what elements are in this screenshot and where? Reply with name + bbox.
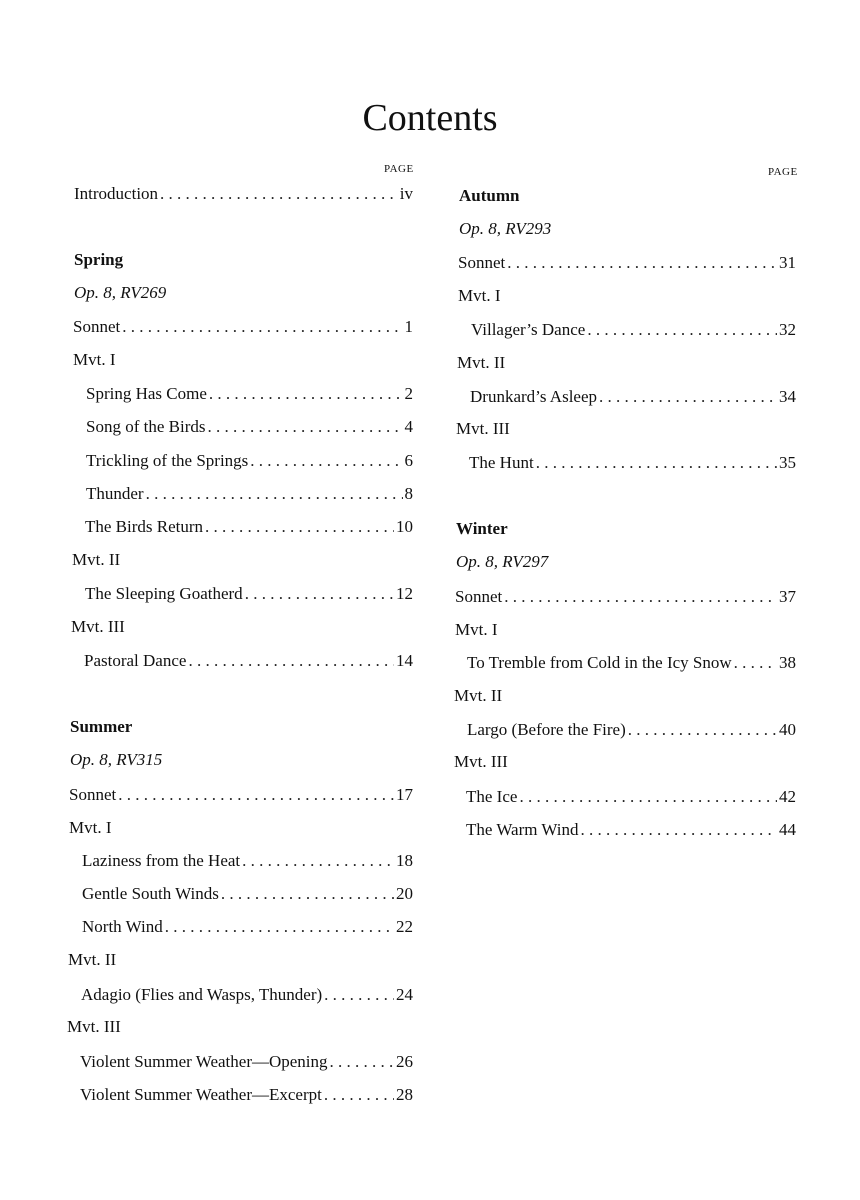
entry-title: Spring Has Come <box>86 384 207 403</box>
contents-column-right <box>454 0 796 1200</box>
toc-entry[interactable] <box>467 718 796 742</box>
entry-page: 35 <box>779 453 796 472</box>
opus-number-summer: Op. 8, RV315 <box>70 750 163 769</box>
toc-entry[interactable] <box>82 849 413 873</box>
movement-heading-spring-2: Mvt. II <box>72 550 121 569</box>
movement-heading-spring-1: Mvt. I <box>73 350 116 369</box>
entry-title: To Tremble from Cold in the Icy Snow <box>467 653 732 672</box>
movement-heading-winter-3: Mvt. III <box>454 752 508 771</box>
entry-page: 20 <box>396 884 413 903</box>
movement-heading-summer-2: Mvt. II <box>68 950 117 969</box>
movement-heading-autumn-1: Mvt. I <box>458 286 501 305</box>
opus-number-winter: Op. 8, RV297 <box>456 552 549 571</box>
entry-page: 32 <box>779 320 796 339</box>
entry-title: Adagio (Flies and Wasps, Thunder) <box>81 985 323 1004</box>
entry-title: The Ice <box>466 787 518 806</box>
dot-leader <box>536 451 777 475</box>
toc-entry[interactable] <box>466 818 796 842</box>
dot-leader <box>504 585 777 609</box>
toc-entry[interactable] <box>82 882 413 906</box>
dot-leader <box>330 1050 394 1074</box>
dot-leader <box>122 315 402 339</box>
entry-title: Sonnet <box>458 253 506 272</box>
dot-leader <box>599 385 777 409</box>
entry-title: The Birds Return <box>85 517 204 536</box>
dot-leader <box>587 318 777 342</box>
entry-page: 31 <box>779 253 796 272</box>
toc-entry-autumn-sonnet[interactable] <box>458 251 796 275</box>
toc-entry[interactable] <box>471 318 796 342</box>
dot-leader <box>250 449 402 473</box>
section-heading-summer: Summer <box>70 717 133 736</box>
toc-entry[interactable] <box>84 649 413 673</box>
entry-title: The Sleeping Goatherd <box>85 584 243 603</box>
entry-title: Laziness from the Heat <box>82 851 241 870</box>
entry-title: Pastoral Dance <box>84 651 187 670</box>
entry-page: 28 <box>396 1085 413 1104</box>
entry-page: 38 <box>779 653 796 672</box>
toc-entry-summer-sonnet[interactable] <box>69 783 413 807</box>
dot-leader <box>507 251 777 275</box>
entry-title: The Hunt <box>469 453 534 472</box>
entry-page: 2 <box>404 384 413 403</box>
entry-page: 40 <box>779 720 796 739</box>
entry-page: 6 <box>404 451 413 470</box>
entry-page: iv <box>399 184 413 203</box>
entry-title: Villager’s Dance <box>471 320 586 339</box>
dot-leader <box>324 983 394 1007</box>
toc-entry[interactable] <box>469 451 796 475</box>
entry-page: 18 <box>396 851 413 870</box>
dot-leader <box>160 182 398 206</box>
dot-leader <box>581 818 777 842</box>
toc-entry[interactable] <box>467 651 796 675</box>
opus-number-autumn: Op. 8, RV293 <box>459 219 552 238</box>
dot-leader <box>205 515 394 539</box>
entry-title: Gentle South Winds <box>82 884 219 903</box>
movement-heading-summer-1: Mvt. I <box>69 818 112 837</box>
movement-heading-autumn-2: Mvt. II <box>457 353 506 372</box>
entry-page: 12 <box>396 584 413 603</box>
page-column-label-left: PAGE <box>384 163 414 175</box>
toc-entry[interactable] <box>86 415 413 439</box>
toc-entry[interactable] <box>86 482 413 506</box>
entry-page: 42 <box>779 787 796 806</box>
entry-page: 1 <box>404 317 413 336</box>
entry-page: 8 <box>404 484 413 503</box>
entry-page: 34 <box>779 387 796 406</box>
movement-heading-winter-1: Mvt. I <box>455 620 498 639</box>
entry-title: The Warm Wind <box>466 820 579 839</box>
entry-page: 14 <box>396 651 413 670</box>
dot-leader <box>165 915 394 939</box>
toc-entry[interactable] <box>86 449 413 473</box>
entry-page: 22 <box>396 917 413 936</box>
toc-entry[interactable] <box>85 515 413 539</box>
toc-entry-spring-sonnet[interactable] <box>73 315 413 339</box>
entry-title: Introduction <box>74 184 159 203</box>
dot-leader <box>628 718 777 742</box>
toc-entry-introduction[interactable] <box>74 182 413 206</box>
entry-page: 4 <box>404 417 413 436</box>
toc-entry[interactable] <box>81 983 413 1007</box>
toc-entry-winter-sonnet[interactable] <box>455 585 796 609</box>
section-heading-winter: Winter <box>456 519 508 538</box>
toc-entry[interactable] <box>466 785 796 809</box>
entry-title: Sonnet <box>73 317 121 336</box>
dot-leader <box>324 1083 394 1107</box>
dot-leader <box>221 882 394 906</box>
entry-title: Sonnet <box>455 587 503 606</box>
page-column-label-right: PAGE <box>768 166 798 178</box>
opus-number-spring: Op. 8, RV269 <box>74 283 167 302</box>
toc-entry[interactable] <box>82 915 413 939</box>
entry-title: Violent Summer Weather—Excerpt <box>80 1085 322 1104</box>
movement-heading-autumn-3: Mvt. III <box>456 419 510 438</box>
movement-heading-winter-2: Mvt. II <box>454 686 503 705</box>
entry-title: Thunder <box>86 484 144 503</box>
movement-heading-spring-3: Mvt. III <box>71 617 125 636</box>
dot-leader <box>188 649 394 673</box>
entry-title: Sonnet <box>69 785 117 804</box>
page-title: Contents <box>362 97 498 139</box>
dot-leader <box>519 785 777 809</box>
dot-leader <box>209 382 403 406</box>
toc-entry[interactable] <box>86 382 413 406</box>
section-heading-autumn: Autumn <box>459 186 520 205</box>
entry-page: 26 <box>396 1052 413 1071</box>
entry-title: Trickling of the Springs <box>86 451 249 470</box>
dot-leader <box>734 651 777 675</box>
entry-title: Song of the Birds <box>86 417 206 436</box>
entry-page: 10 <box>396 517 413 536</box>
movement-heading-summer-3: Mvt. III <box>67 1017 121 1036</box>
section-heading-spring: Spring <box>74 250 124 269</box>
toc-entry[interactable] <box>470 385 796 409</box>
entry-title: Violent Summer Weather—Opening <box>80 1052 328 1071</box>
toc-entry[interactable] <box>80 1050 413 1074</box>
contents-column-left <box>68 0 413 1200</box>
dot-leader <box>242 849 394 873</box>
dot-leader <box>146 482 403 506</box>
dot-leader <box>207 415 402 439</box>
dot-leader <box>245 582 394 606</box>
toc-entry[interactable] <box>85 582 413 606</box>
entry-page: 44 <box>779 820 796 839</box>
entry-page: 17 <box>396 785 413 804</box>
dot-leader <box>118 783 394 807</box>
toc-entry[interactable] <box>80 1083 413 1107</box>
entry-title: Drunkard’s Asleep <box>470 387 598 406</box>
entry-title: North Wind <box>82 917 163 936</box>
entry-page: 37 <box>779 587 796 606</box>
entry-title: Largo (Before the Fire) <box>467 720 626 739</box>
entry-page: 24 <box>396 985 413 1004</box>
